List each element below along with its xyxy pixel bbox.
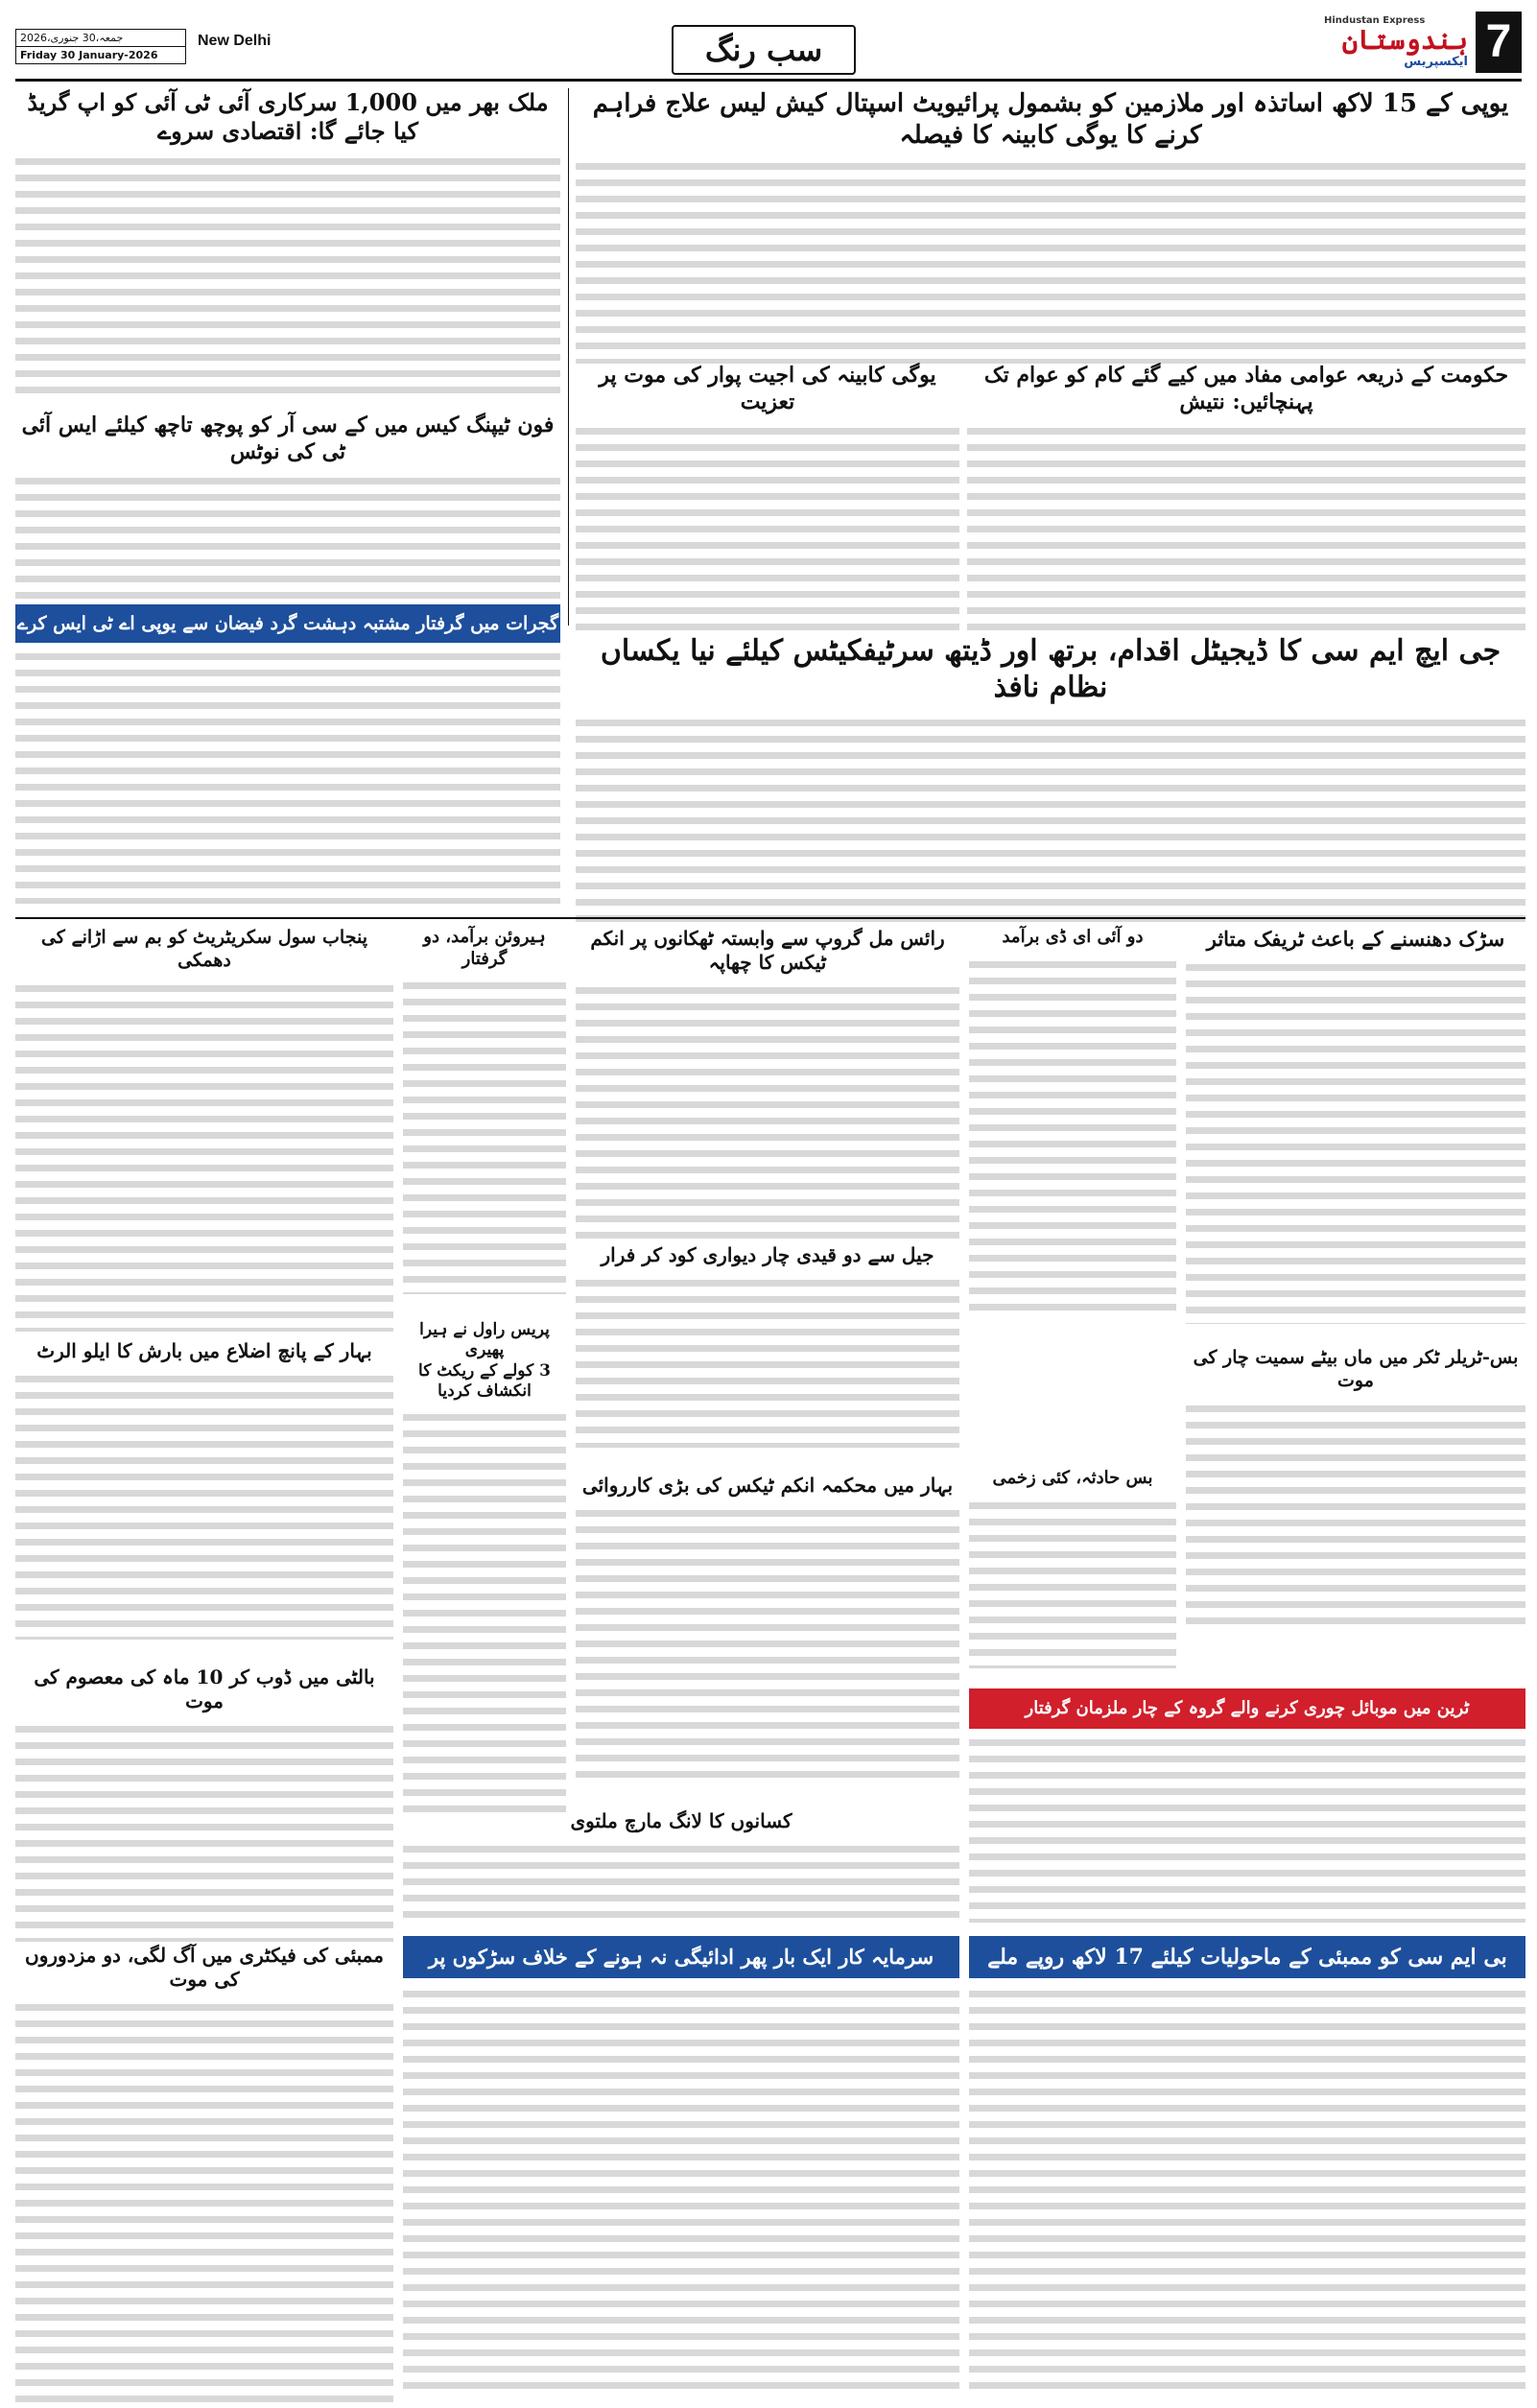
story-bihar-it xyxy=(576,1474,959,1800)
story-police-raid xyxy=(403,1320,566,1800)
headline-factory-fire: ممبئی کی فیکٹری میں آگ لگی، دو مزدوروں کی موت xyxy=(25,1944,384,1991)
headline-farmers-march: کسانوں کا لانگ مارچ ملتوی xyxy=(570,1809,792,1832)
story-gujarat-ats-body xyxy=(15,649,560,908)
story-body xyxy=(576,1275,959,1448)
headline-ajit-pawar: یوگی کابینہ کی اجیت پوار کی موت پر تعزیت xyxy=(599,363,936,414)
headline-bus-trailer: بس-ٹریلر ٹکر میں ماں بیٹے سمیت چار کی موت xyxy=(1193,1347,1519,1391)
story-body xyxy=(403,1409,566,1812)
story-body xyxy=(1186,959,1525,1324)
story-bihar-rain xyxy=(15,1339,393,1656)
date-urdu: جمعہ،30 جنوری،2026 xyxy=(20,32,124,44)
story-body xyxy=(15,1721,393,1942)
story-body xyxy=(15,1999,393,2402)
story-rice-mill xyxy=(576,927,959,1234)
headline-police-raid: پریس راول نے ہیرا پھیری xyxy=(419,1320,550,1360)
story-ghmc xyxy=(576,633,1525,911)
banner-gujarat-ats: گجرات میں گرفتار مشتبہ دہشت گرد فیضان سے یوپی اے ٹی ایس کرے xyxy=(15,604,560,643)
headline-govt-welfare: حکومت کے ذریعہ عوامی مفاد میں کیے گئے کام کو عوام تک پہنچائیں: نتیش xyxy=(983,363,1509,414)
story-farmers-march xyxy=(403,1809,959,1924)
newspaper-logo xyxy=(1324,15,1468,73)
headline-ghmc: جی ایچ ایم سی کا ڈیجیٹل اقدام، برتھ اور ڈیتھ سرٹیفکیٹس کیلئے نیا یکساں نظام نافذ xyxy=(600,634,1502,704)
story-traffic xyxy=(1186,927,1525,1339)
story-body xyxy=(1186,1401,1525,1631)
story-body xyxy=(15,1371,393,1640)
column-divider xyxy=(568,88,569,626)
story-body xyxy=(967,423,1525,634)
headline-bihar-it: بہار میں محکمہ انکم ٹیکس کی بڑی کارروائی xyxy=(581,1474,954,1497)
logo-small-text: Hindustan Express xyxy=(1324,15,1426,26)
story-body xyxy=(15,473,560,607)
story-phone-tapping xyxy=(15,413,560,595)
story-heroin xyxy=(403,927,566,1310)
story-up-cabinet xyxy=(576,88,1525,347)
story-body xyxy=(969,956,1176,1317)
logo-urdu-text: ہندوستان xyxy=(1341,24,1468,56)
story-investors-body xyxy=(403,1986,959,2395)
headline-heroin: ہیروئن برآمد، دو گرفتار xyxy=(423,927,546,969)
story-body xyxy=(403,978,566,1294)
story-train-theft-body xyxy=(969,1735,1525,1926)
headline-jail-escape: جیل سے دو قیدی چار دیواری کود کر فرار xyxy=(601,1243,934,1266)
story-body xyxy=(403,1986,959,2389)
story-body xyxy=(15,649,560,904)
story-body xyxy=(576,715,1525,932)
story-body xyxy=(576,982,959,1241)
banner-investors-protest: سرمایہ کار ایک بار پھر ادائیگی نہ ہونے کے خلاف سڑکوں پر xyxy=(403,1936,959,1978)
story-body xyxy=(15,153,560,403)
story-punjab-bomb xyxy=(15,927,393,1330)
date-english: Friday 30 January-2026 xyxy=(16,46,185,63)
banner-train-theft: ٹرین میں موبائل چوری کرنے والے گروہ کے چار ملزمان گرفتار xyxy=(969,1688,1525,1729)
masthead xyxy=(15,12,1522,82)
headline-rice-mill: رائس مل گروپ سے وابستہ ٹھکانوں پر انکم ٹیکس کا چھاپہ xyxy=(590,927,945,974)
story-jail-escape xyxy=(576,1243,959,1464)
story-body xyxy=(576,423,959,634)
logo-sub-text: ایکسپریس xyxy=(1404,55,1468,69)
story-bmc-funds-body xyxy=(969,1986,1525,2395)
story-body xyxy=(969,1986,1525,2389)
city-label: New Delhi xyxy=(198,33,272,49)
story-iti-upgrade xyxy=(15,88,560,405)
headline-bus-accident: بس حادثہ، کئی زخمی xyxy=(992,1468,1153,1488)
story-baby-death xyxy=(15,1665,393,1934)
headline-phone-tapping: فون ٹیپنگ کیس میں کے سی آر کو پوچھ تاچھ کیلئے ایس آئی ٹی کی نوٹس xyxy=(21,413,555,464)
story-ajit-pawar xyxy=(576,363,959,622)
story-body xyxy=(15,980,393,1332)
headline-police-raid-2: 3 کولے کے ریکٹ کا انکشاف کردیا xyxy=(418,1360,551,1401)
section-title: سب رنگ xyxy=(672,25,856,75)
date-box xyxy=(15,29,186,64)
headline-drugs: دو آئی ای ڈی برآمد xyxy=(1002,927,1144,947)
story-body xyxy=(969,1498,1176,1668)
banner-bmc-funds: بی ایم سی کو ممبئی کے ماحولیات کیلئے 17 لاکھ روپے ملے xyxy=(969,1936,1525,1978)
headline-baby-death: بالٹی میں ڈوب کر 10 ماہ کی معصوم کی موت xyxy=(34,1665,375,1712)
headline-bihar-rain: بہار کے پانچ اضلاع میں بارش کا ایلو الرٹ xyxy=(36,1339,372,1362)
headline-traffic: سڑک دھنسنے کے باعث ٹریفک متاثر xyxy=(1206,927,1505,951)
story-body xyxy=(403,1841,959,1918)
story-drugs xyxy=(969,927,1176,1330)
headline-up-cabinet: یوپی کے 15 لاکھ اساتذہ اور ملازمین کو بشمول پرائیویٹ اسپتال کیش لیس علاج فراہم کرنے کا یوگی کابینہ کا فیصلہ xyxy=(592,89,1509,150)
story-govt-welfare xyxy=(967,363,1525,622)
story-body xyxy=(576,1505,959,1783)
headline-iti-upgrade: ملک بھر میں 1,000 سرکاری آئی ٹی آئی کو اپ گریڈ کیا جائے گا: اقتصادی سروے xyxy=(27,88,549,145)
story-bus-accident xyxy=(969,1468,1176,1679)
page-number: 7 xyxy=(1476,12,1522,73)
story-bus-trailer xyxy=(1186,1347,1525,1625)
story-factory-fire xyxy=(15,1944,393,2395)
story-body xyxy=(969,1735,1525,1923)
horizontal-rule xyxy=(15,917,1525,919)
story-body xyxy=(576,158,1525,364)
headline-punjab-bomb: پنجاب سول سکریٹریٹ کو بم سے اڑانے کی دھمکی xyxy=(40,927,368,971)
